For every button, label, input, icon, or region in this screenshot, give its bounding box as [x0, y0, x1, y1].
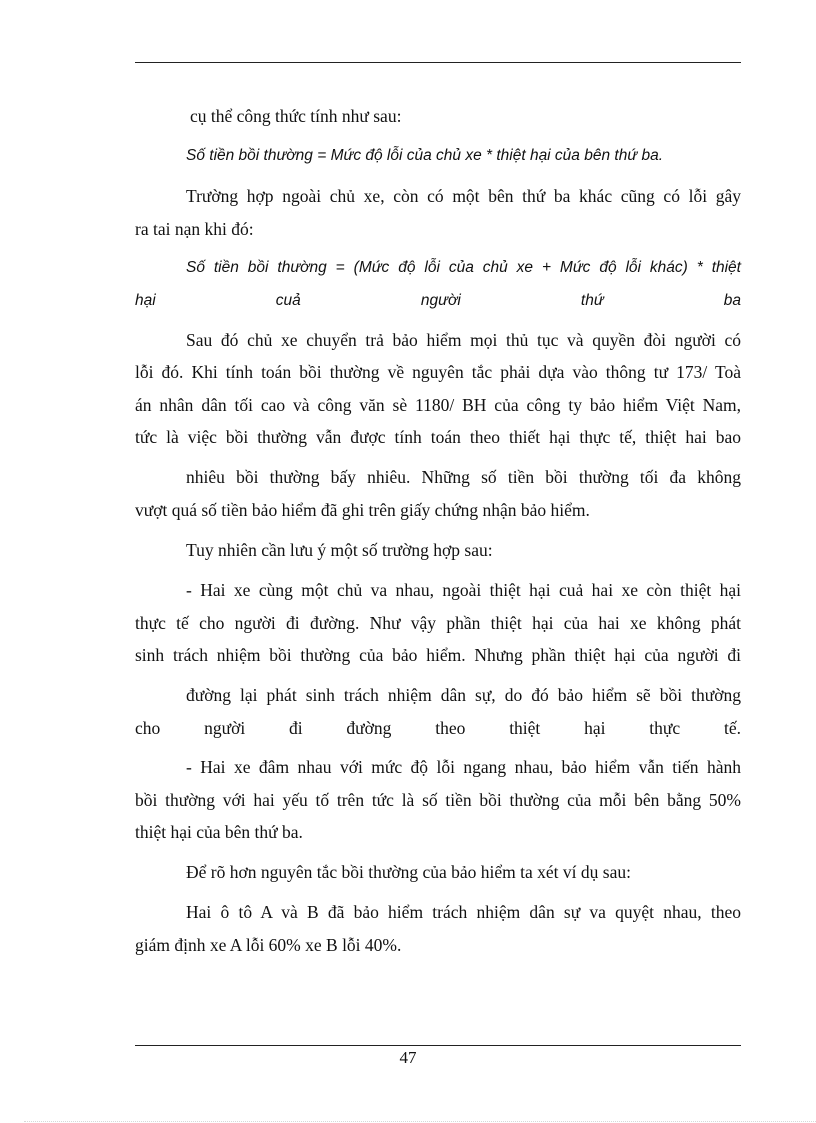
text-line-15: thực tế cho người đi đường. Như vậy phần thiệt hại của hai xe không phát: [135, 613, 741, 633]
text-line-14: - Hai xe cùng một chủ va nhau, ngoài thiệt hại cuả hai xe còn thiệt hại: [186, 580, 741, 600]
text-line-18: cho người đi đường theo thiệt hại thực tế.: [135, 718, 741, 738]
text-line-7: Sau đó chủ xe chuyển trả bảo hiểm mọi thủ tục và quyền đòi người có: [186, 330, 741, 350]
page-number: 47: [399, 1048, 417, 1067]
text-line-12: vượt quá số tiền bảo hiểm đã ghi trên giấy chứng nhận bảo hiểm.: [135, 500, 590, 520]
text-line-11: nhiêu bồi thường bấy nhiêu. Những số tiền bồi thường tối đa không: [186, 467, 741, 487]
text-line-16: sinh trách nhiệm bồi thường của bảo hiểm. Nhưng phần thiệt hại của người đi: [135, 645, 741, 665]
text-line-13: Tuy nhiên cần lưu ý một số trường hợp sau:: [186, 540, 493, 560]
text-line-10: tức là việc bồi thường vẫn được tính toán theo thiết hại thực tế, thiệt hai bao: [135, 427, 741, 447]
text-line-19: - Hai xe đâm nhau với mức độ lỗi ngang nhau, bảo hiểm vẫn tiến hành: [186, 757, 741, 777]
text-line-3: Trường hợp ngoài chủ xe, còn có một bên thứ ba khác cũng có lỗi gây: [186, 186, 741, 206]
page-edge-dotted: [24, 1121, 816, 1122]
text-line-24: giám định xe A lỗi 60% xe B lỗi 40%.: [135, 935, 402, 955]
text-line-9: án nhân dân tối cao và công văn sè 1180/ BH của công ty bảo hiểm Việt Nam,: [135, 395, 741, 415]
formula-line-2-cont: hại cuả người thứ ba: [135, 292, 741, 309]
text-line-22: Để rõ hơn nguyên tắc bồi thường của bảo hiểm ta xét ví dụ sau:: [186, 862, 631, 882]
footer-rule: [135, 1045, 741, 1046]
formula-line-2: Số tiền bồi thường = (Mức độ lỗi của chủ xe + Mức độ lỗi khác) * thiệt: [186, 259, 741, 276]
text-line-8: lỗi đó. Khi tính toán bồi thường về nguyên tắc phải dựa vào thông tư 173/ Toà: [135, 362, 741, 382]
text-line-1: cụ thể công thức tính như sau:: [190, 106, 402, 126]
text-line-20: bồi thường với hai yếu tố trên tức là số tiền bồi thường của mỗi bên bằng 50%: [135, 790, 741, 810]
text-line-4: ra tai nạn khi đó:: [135, 219, 254, 239]
text-line-17: đường lại phát sinh trách nhiệm dân sự, do đó bảo hiểm sẽ bồi thường: [186, 685, 741, 705]
formula-line-1: Số tiền bồi thường = Mức độ lỗi của chủ xe * thiệt hại của bên thứ ba.: [186, 147, 664, 164]
text-line-23: Hai ô tô A và B đã bảo hiểm trách nhiệm dân sự va quyệt nhau, theo: [186, 902, 741, 922]
text-line-21: thiệt hại của bên thứ ba.: [135, 822, 303, 842]
header-rule: [135, 62, 741, 63]
